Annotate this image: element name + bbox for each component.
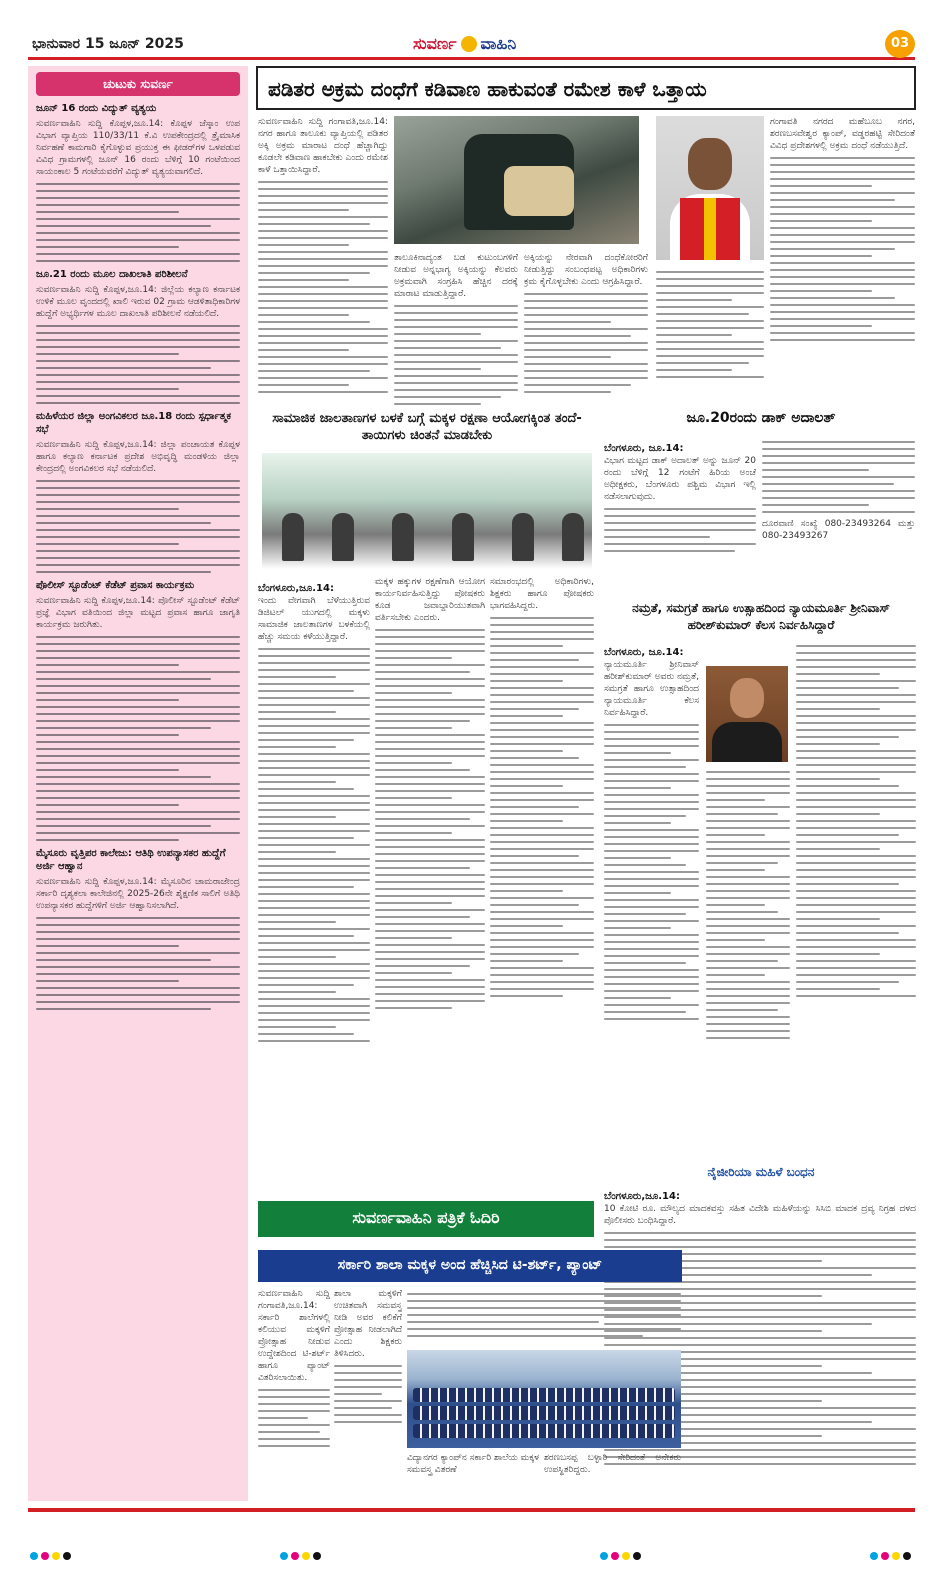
adalat-text: ವಿಭಾಗ ಮಟ್ಟದ ಡಾಕ್ ಅದಾಲತ್ ಅನ್ನು ಜೂನ್ 20 ರಂದು ಬೆಳಿಗ್ಗೆ 12 ಗಂಟೆಗೆ ಹಿರಿಯ ಅಂಚೆ ಅಧೀಕ್ಷಕರು, ಬೆಂಗಳೂರು ಪಶ್ಚಿಮ ವಿಭಾಗ ಇಲ್ಲಿ ನಡೆಸಲಾಗುವುದು. — [604, 456, 756, 502]
registration-marks-mid-right — [600, 1552, 641, 1560]
short-news-headline: ಪೊಲೀಸ್ ಸ್ಟೂಡೆಂಟ್ ಕೆಡೆಟ್ ಪ್ರವಾಸ ಕಾರ್ಯಕ್ರಮ — [36, 580, 195, 591]
text-lines — [394, 305, 518, 405]
short-news-headline: ಜೂನ್ 16 ರಂದು ವಿದ್ಯುತ್ ವ್ಯತ್ಯಯ — [36, 103, 157, 114]
registration-marks-mid-left — [280, 1552, 321, 1560]
text-lines — [36, 183, 240, 262]
text-lines — [656, 271, 764, 378]
children-story-column-2 — [375, 576, 485, 1191]
photo-students — [407, 1350, 681, 1448]
person-shape — [332, 513, 354, 561]
lead-headline-banner — [256, 66, 916, 110]
photo-ramesh-kale — [656, 116, 764, 260]
judge-column-1 — [604, 640, 699, 1150]
lead-story-text: ಅಕ್ಕಿಯನ್ನು ನೇರವಾಗಿ ದಂಧೆಕೋರರಿಗೆ ನೀಡುತ್ತಿದ್ದು ಸಂಬಂಧಪಟ್ಟ ಅಧಿಕಾರಿಗಳು ಕ್ರಮ ಕೈಗೊಳ್ಳಬೇಕು ಎಂದು ಆಗ್ರಹಿಸಿದ್ದಾರೆ. — [524, 253, 648, 287]
newspaper-logo — [413, 32, 581, 56]
page-number: 03 — [885, 30, 915, 58]
school-story-headline: ಸರ್ಕಾರಿ ಶಾಲಾ ಮಕ್ಕಳ ಅಂದ ಹೆಚ್ಚಿಸಿದ ಟಿ-ಶರ್ಟ್, ಪ್ಯಾಂಟ್ — [337, 1257, 603, 1273]
children-story-text: ಮಕ್ಕಳ ಹಕ್ಕುಗಳ ರಕ್ಷಣೆಗಾಗಿ ಆಯೋಗ ಕಾರ್ಯನಿರ್ವಹಿಸುತ್ತಿದ್ದು ಪೋಷಕರು ಕೂಡ ಜವಾಬ್ದಾರಿಯುತವಾಗಿ ವರ್ತಿಸಬೇಕು ಎಂದರು. — [375, 577, 485, 623]
adalat-headline: ಜೂ.20ರಂದು ಡಾಕ್ ಅದಾಲತ್ — [686, 410, 836, 426]
lead-story-column-5 — [770, 116, 915, 446]
short-news-headline: ಮಹಿಳೆಯರ ಜಿಲ್ಲಾ ಅಂಗವಿಕಲರ ಜೂ.18 ರಂದು ಸ್ಪರ್ಧಾತ್ಮಕ ಸಭೆ — [36, 411, 231, 435]
registration-marks-left — [30, 1552, 71, 1560]
shawl-shape — [680, 198, 740, 260]
school-story-text: ಸುವರ್ಣವಾಹಿನಿ ಸುದ್ದಿ ಗಂಗಾವತಿ,ಜೂ.14: ಸರ್ಕಾರಿ ಶಾಲೆಗಳಲ್ಲಿ ಕಲಿಯುವ ಮಕ್ಕಳಿಗೆ ಪ್ರೋತ್ಸಾಹ ನೀಡುವ ಉದ್ದೇಶದಿಂದ ಟಿ-ಶರ್ಟ್ ಹಾಗೂ ಪ್ಯಾಂಟ್ ವಿತರಿಸಲಾಯಿತು. — [258, 1289, 330, 1383]
school-caption-text: ವಿದ್ಯಾನಗರ ಕ್ಯಾಂಪ್‌ನ ಸರ್ಕಾರಿ ಶಾಲೆಯ ಮಕ್ಕಳ ಸಮವಸ್ತ್ರ ವಿತರಣೆ — [407, 1453, 539, 1475]
children-story-dateline: ಬೆಂಗಳೂರು,ಜೂ.14: — [258, 583, 334, 594]
judge-dateline: ಬೆಂಗಳೂರು, ಜೂ.14: — [604, 647, 684, 658]
face-shape — [730, 678, 764, 718]
school-story-text: ಶರಣಬಸಪ್ಪ ಬಳ್ಳಾರಿ ಸೇರಿದಂತೆ ಅನೇಕರು ಉಪಸ್ಥಿತರಿದ್ದರು. — [544, 1453, 681, 1475]
photo-meeting — [262, 453, 592, 569]
text-lines — [258, 181, 388, 393]
subscription-ad-text: ಸುವರ್ಣವಾಹಿನಿ ಪತ್ರಿಕೆ ಓದಿರಿ — [352, 1208, 500, 1227]
short-news-lead: ಸುವರ್ಣವಾಹಿನಿ ಸುದ್ದಿ ಕೊಪ್ಪಳ,ಜೂ.14: ಮೈಸೂರಿನ ಚಾಮರಾಜೇಂದ್ರ ಸರ್ಕಾರಿ ದೃಶ್ಯಕಲಾ ಕಾಲೇಜಿನಲ್ಲಿ 2025-26ನೇ ಶೈಕ್ಷಣಿಕ ಸಾಲಿಗೆ ಅತಿಥಿ ಉಪನ್ಯಾಸಕರ ಹುದ್ದೆಗಳಿಗೆ ಅರ್ಜಿ ಆಹ್ವಾನಿಸಲಾಗಿದೆ. — [36, 877, 240, 911]
lead-story-text: ಗಂಗಾವತಿ ನಗರದ ಮಹೆಬೂಬ ನಗರ, ಶರಣಬಸವೇಶ್ವರ ಕ್ಯಾಂಪ್, ವಡ್ಡರಹಟ್ಟಿ ಸೇರಿದಂತೆ ವಿವಿಧ ಪ್ರದೇಶಗಳಲ್ಲಿ ಅಕ್ರಮ ದಂಧೆ ನಡೆಯುತ್ತಿದೆ. — [770, 117, 915, 151]
text-lines — [258, 648, 370, 1042]
nigeria-text: 10 ಕೋಟಿ ರೂ. ಮೌಲ್ಯದ ಮಾದಕವಸ್ತು ಸಹಿತ ವಿದೇಶಿ ಮಹಿಳೆಯನ್ನು ಸಿಸಿಬಿ ಮಾದಕ ದ್ರವ್ಯ ನಿಗ್ರಹ ದಳದ ಪೊಲೀಸರು ಬಂಧಿಸಿದ್ದಾರೆ. — [604, 1204, 916, 1226]
adalat-column-1 — [604, 436, 756, 584]
lead-headline: ಪಡಿತರ ಅಕ್ರಮ ದಂಧೆಗೆ ಕಡಿವಾಣ ಹಾಕುವಂತೆ ರಮೇಶ ಕಾಳೆ ಒತ್ತಾಯ — [268, 77, 707, 101]
text-lines — [490, 617, 594, 997]
text-lines — [375, 629, 485, 1009]
children-story-column-3 — [490, 576, 594, 1191]
short-news-title: ಚುಟುಕು ಸುವರ್ಣ — [36, 72, 240, 96]
judge-column-3 — [796, 640, 916, 1150]
short-news-item — [36, 102, 240, 262]
children-story-headline: ಸಾಮಾಜಿಕ ಜಾಲತಾಣಗಳ ಬಳಕೆ ಬಗ್ಗೆ ಮಕ್ಕಳ ರಕ್ಷಣಾ ಆಯೋಗಕ್ಕಿಂತ ತಂದೆ-ತಾಯಿಗಳು ಚಿಂತನೆ ಮಾಡಬೇಕು — [272, 411, 582, 443]
adalat-column-2 — [762, 436, 915, 584]
text-lines — [407, 1293, 681, 1337]
face-shape — [688, 138, 732, 190]
lead-story-text: ಸುವರ್ಣವಾಹಿನಿ ಸುದ್ದಿ ಗಂಗಾವತಿ,ಜೂ.14: ನಗರ ಹಾಗೂ ತಾಲೂಕು ವ್ಯಾಪ್ತಿಯಲ್ಲಿ ಪಡಿತರ ಅಕ್ಕಿ ಅಕ್ರಮ ಮಾರಾಟ ದಂಧೆ ಹೆಚ್ಚಾಗಿದ್ದು ಕೂಡಲೇ ಕಡಿವಾಣ ಹಾಕಬೇಕು ಎಂದು ರಮೇಶ ಕಾಳೆ ಒತ್ತಾಯಿಸಿದ್ದಾರೆ. — [258, 117, 388, 175]
nigeria-headline: ನೈಜೀರಿಯಾ ಮಹಿಳೆ ಬಂಧನ — [707, 1165, 815, 1179]
photo-auto-rice-sacks — [394, 116, 639, 244]
page-header — [28, 30, 915, 60]
nigeria-dateline: ಬೆಂಗಳೂರು,ಜೂ.14: — [604, 1191, 680, 1202]
adalat-dateline: ಬೆಂಗಳೂರು, ಜೂ.14: — [604, 443, 684, 454]
school-story-column-4 — [544, 1452, 681, 1498]
person-shape — [282, 513, 304, 561]
school-story-column-1 — [258, 1288, 330, 1498]
text-lines — [36, 917, 240, 1010]
text-lines — [604, 508, 756, 552]
children-story-text: ಇಂದು ವೇಗವಾಗಿ ಬೆಳೆಯುತ್ತಿರುವ ಡಿಜಿಟಲ್ ಯುಗದಲ್ಲಿ ಮಕ್ಕಳು ಸಾಮಾಜಿಕ ಜಾಲತಾಣಗಳ ಬಳಕೆಯಲ್ಲಿ ಹೆಚ್ಚು ಸಮಯ ಕಳೆಯುತ್ತಿದ್ದಾರೆ. — [258, 596, 370, 642]
judge-headline: ನಮ್ರತೆ, ಸಮಗ್ರತೆ ಹಾಗೂ ಉತ್ಸಾಹದಿಂದ ನ್ಯಾಯಮೂರ್ತಿ ಶ್ರೀನಿವಾಸ್ ಹರೀಶ್‌ಕುಮಾರ್ ಕೆಲಸ ನಿರ್ವಹಿಸಿದ್ದಾರೆ — [632, 601, 890, 632]
short-news-column — [28, 66, 248, 1501]
children-story-text: ಸಮಾರಂಭದಲ್ಲಿ ಅಧಿಕಾರಿಗಳು, ಶಿಕ್ಷಕರು ಹಾಗೂ ಪೋಷಕರು ಭಾಗವಹಿಸಿದ್ದರು. — [490, 577, 594, 611]
photo-justice — [706, 666, 788, 762]
text-lines — [36, 480, 240, 573]
issue-date: ಭಾನುವಾರ 15 ಜೂನ್ 2025 — [32, 36, 184, 52]
lead-story-text: ತಾಲೂಕಿನಾದ್ಯಂತ ಬಡ ಕುಟುಂಬಗಳಿಗೆ ನೀಡುವ ಅನ್ನಭಾಗ್ಯ ಅಕ್ಕಿಯನ್ನು ಕೆಲವರು ಅಕ್ರಮವಾಗಿ ಸಂಗ್ರಹಿಸಿ ಹೆಚ್ಚಿನ ದರಕ್ಕೆ ಮಾರಾಟ ಮಾಡುತ್ತಿದ್ದಾರೆ. — [394, 253, 518, 299]
text-lines — [706, 771, 790, 1039]
text-lines — [258, 1389, 330, 1447]
students-row — [413, 1406, 675, 1420]
masthead-right: ವಾಹಿನಿ — [480, 34, 517, 53]
short-news-lead: ಸುವರ್ಣವಾಹಿನಿ ಸುದ್ದಿ ಕೊಪ್ಪಳ,ಜೂ.14: ಪೊಲೀಸ್ ಸ್ಟೂಡೆಂಟ್ ಕೆಡೆಟ್ ಪ್ರಜ್ಞೆ ವಿಭಾಗ ವತಿಯಿಂದ ಜಿಲ್ಲಾ ಮಟ್ಟದ ಪ್ರವಾಸ ಹಾಗೂ ಜಾಗೃತಿ ಕಾರ್ಯಕ್ರಮ ಜರುಗಿತು. — [36, 596, 240, 630]
children-story-column-1 — [258, 576, 370, 1191]
person-shape — [562, 513, 584, 561]
short-news-headline: ಜೂ.21 ರಂದು ಮೂಲ ದಾಖಲಾತಿ ಪರಿಶೀಲನೆ — [36, 269, 188, 280]
text-lines — [524, 293, 648, 393]
text-lines — [762, 441, 915, 513]
short-news-item — [36, 847, 240, 1010]
school-story-text: ಶಾಲಾ ಮಕ್ಕಳಿಗೆ ಉಚಿತವಾಗಿ ಸಮವಸ್ತ್ರ ನೀಡಿ ಅವರ ಕಲಿಕೆಗೆ ಪ್ರೋತ್ಸಾಹ ನೀಡಲಾಗಿದೆ ಎಂದು ಶಿಕ್ಷಕರು ತಿಳಿಸಿದರು. — [334, 1289, 402, 1359]
judge-text: ನ್ಯಾಯಮೂರ್ತಿ ಶ್ರೀನಿವಾಸ್ ಹರೀಶ್‌ಕುಮಾರ್ ಅವರು ನಮ್ರತೆ, ಸಮಗ್ರತೆ ಹಾಗೂ ಉತ್ಸಾಹದಿಂದ ನ್ಯಾಯಮೂರ್ತಿ ಕೆಲಸ ನಿರ್ವಹಿಸಿದ್ದಾರೆ. — [604, 660, 699, 718]
short-news-item — [36, 410, 240, 573]
rice-sack-shape — [504, 166, 574, 216]
lead-story-column-1 — [258, 116, 388, 446]
short-news-lead: ಸುವರ್ಣವಾಹಿನಿ ಸುದ್ದಿ ಕೊಪ್ಪಳ,ಜೂ.14: ಜಿಲ್ಲೆಯ ಕಲ್ಯಾಣ ಕರ್ನಾಟಕ ಉಳಿಕೆ ಮೂಲ ವೃಂದದಲ್ಲಿ ಖಾಲಿ ಇರುವ 02 ಗ್ರಾಮ ಆಡಳಿತಾಧಿಕಾರಿಗಳ ಹುದ್ದೆಗೆ ಅಭ್ಯರ್ಥಿಗಳ ಮೂಲ ದಾಖಲಾತಿ ಪರಿಶೀಲನೆ ನಡೆಯಲಿದೆ. — [36, 285, 240, 319]
students-row — [413, 1424, 675, 1438]
adalat-phones: ದೂರವಾಣಿ ಸಂಖ್ಯೆ 080-23493264 ಮತ್ತು 080-23493267 — [762, 519, 915, 541]
registration-marks-right — [870, 1552, 911, 1560]
short-news-item — [36, 579, 240, 841]
person-shape — [452, 513, 474, 561]
person-shape — [392, 513, 414, 561]
text-lines — [796, 645, 916, 997]
judge-column-2 — [706, 766, 790, 1150]
school-photo-caption — [407, 1452, 539, 1498]
logo-icon — [461, 36, 477, 52]
text-lines — [770, 157, 915, 341]
school-story-column-3 — [407, 1288, 681, 1348]
school-story-headline-band — [258, 1250, 682, 1282]
school-story-column-2 — [334, 1288, 402, 1498]
short-news-item — [36, 268, 240, 404]
short-news-lead: ಸುವರ್ಣವಾಹಿನಿ ಸುದ್ದಿ ಕೊಪ್ಪಳ,ಜೂ.14: ಕೊಪ್ಪಳ ಜೆಸ್ಕಾಂ ಉಪ ವಿಭಾಗ ವ್ಯಾಪ್ತಿಯ 110/33/11 ಕೆ.ವಿ ಉಪಕೇಂದ್ರದಲ್ಲಿ ತ್ರೈಮಾಸಿಕ ನಿರ್ವಹಣೆ ಕಾಮಗಾರಿ ಕೈಗೊಳ್ಳುವ ಪ್ರಯುಕ್ತ ಈ ಫೀಡರ್‌ಗಳ ಒಳಪಡುವ ವಿವಿಧ ಗ್ರಾಮಗಳಲ್ಲಿ ಜೂನ್ 16 ರಂದು ಬೆಳಿಗ್ಗೆ 10 ಗಂಟೆಯಿಂದ ಸಾಯಂಕಾಲ 5 ಗಂಟೆಯವರೆಗೆ ವಿದ್ಯುತ್ ವ್ಯತ್ಯಯವಾಗಲಿದೆ. — [36, 119, 240, 177]
students-row — [413, 1388, 675, 1402]
coat-shape — [712, 722, 782, 762]
text-lines — [36, 636, 240, 841]
subscription-ad[interactable] — [258, 1201, 594, 1237]
short-news-headline: ಮೈಸೂರು ವೃತ್ತಿಪರ ಕಾಲೇಜು: ಆತಿಥಿ ಉಪನ್ಯಾಸಕರ ಹುದ್ದೆಗೆ ಅರ್ಜಿ ಆಹ್ವಾನ — [36, 848, 226, 872]
text-lines — [36, 325, 240, 404]
person-shape — [512, 513, 534, 561]
short-news-lead: ಸುವರ್ಣವಾಹಿನಿ ಸುದ್ದಿ ಕೊಪ್ಪಳ,ಜೂ.14: ಜಿಲ್ಲಾ ಪಂಚಾಯತ ಕೊಪ್ಪಳ ಹಾಗೂ ಕಲ್ಯಾಣ ಕರ್ನಾಟಕ ಪ್ರದೇಶ ಅಭಿವೃದ್ಧಿ ಮಂಡಳಿಯ ಜಿಲ್ಲಾ ಕೇಂದ್ರದಲ್ಲಿ ಅಂಗವಿಕಲರ ಸಭೆ ನಡೆಯಲಿದೆ. — [36, 440, 240, 474]
masthead-left: ಸುವರ್ಣ — [413, 34, 457, 53]
footer-rule — [28, 1508, 915, 1512]
text-lines — [334, 1365, 402, 1423]
text-lines — [604, 724, 699, 1020]
